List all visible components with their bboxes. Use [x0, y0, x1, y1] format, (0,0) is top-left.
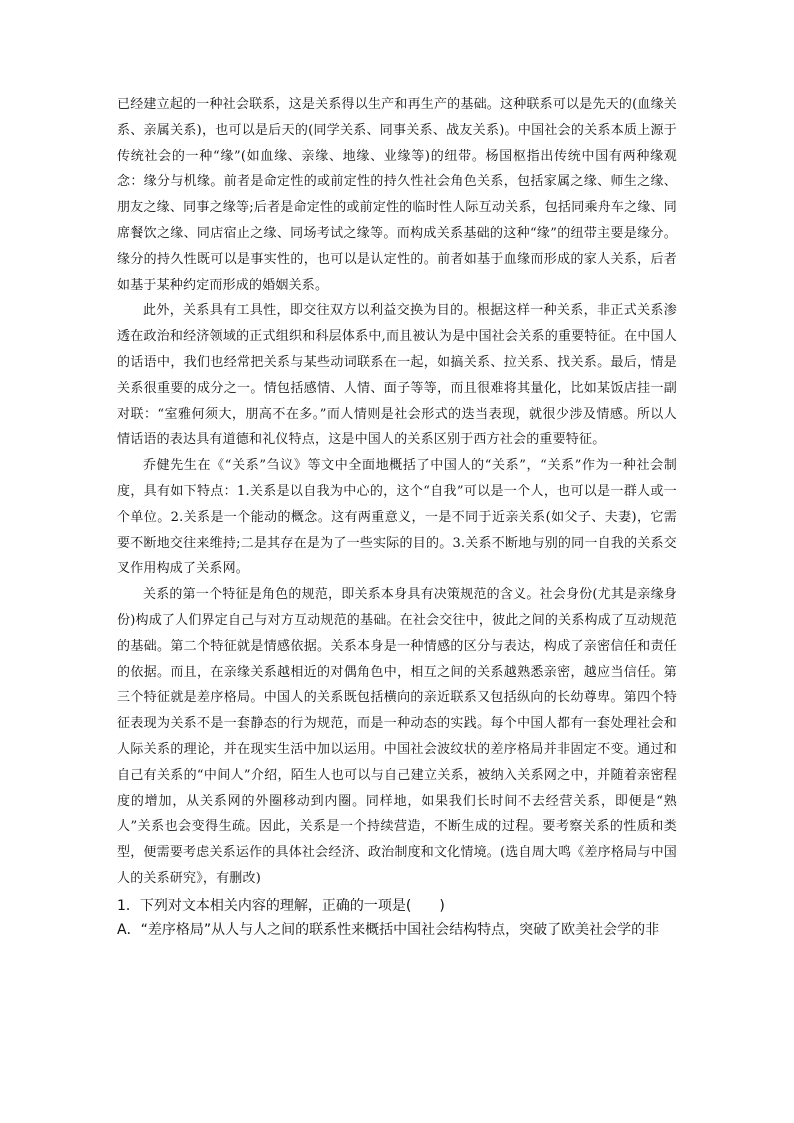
paragraph-2: 此外，关系具有工具性，即交往双方以利益交换为目的。根据这样一种关系，非正式关系渗透在政治和经济领域的正式组织和科层体系中,而且被认为是中国社会关系的重要特征。在中国人的话语中，我们也经常把关系与某些动词联系在一起，如搞关系、拉关系、找关系。最后，情是关系很重要的成分之一。情包括感情、人情、面子等等，而且很难将其量化，比如某饭店挂一副对联：“室雅何须大，朋高不在多。”而人情则是社会形式的迭当表现，就很少涉及情感。所以人情话语的表达具有道德和礼仪特点，这是中国人的关系区别于西方社会的重要特征。 — [117, 303, 677, 448]
option-a: A．“差序格局”从人与人之间的联系性来概括中国社会结构特点，突破了欧美社会学的非 — [117, 921, 660, 938]
paragraph-4: 关系的第一个特征是角色的规范，即关系本身具有决策规范的含义。社会身份(尤其是亲缘身份)构成了人们界定自己与对方互动规范的基础。在社会交往中，彼此之间的关系构成了互动规范的基础。第二个特征就是情感依据。关系本身是一种情感的区分与表达，构成了亲密信任和责任的依据。而且，在亲缘关系越相近的对偶角色中，相互之间的关系越熟悉亲密，越应当信任。第三个特征就是差序格局。中国人的关系既包括横向的亲近联系又包括纵向的长幼尊卑。第四个特征表现为关系不是一套静态的行为规范，而是一种动态的实践。每个中国人都有一套处理社会和人际关系的理论，并在现实生活中加以运用。中国社会波纹状的差序格局并非固定不变。通过和自己有关系的“中间人”介绍，陌生人也可以与自己建立关系，被纳入关系网之中，并随着亲密程度的增加，从关系网的外圈移动到内圈。同样地，如果我们长时间不去经营关系，即便是“熟人”关系也会变得生疏。因此，关系是一个持续营造，不断生成的过程。要考察关系的性质和类型，便需要考虑关系运作的具体社会经济、政治制度和文化情境。(选自周大鸣《差序格局与中国人的关系研究》，有删改) — [117, 587, 677, 886]
question-1: 1．下列对文本相关内容的理解，正确的一项是( ) — [117, 897, 445, 914]
paragraph-1: 已经建立起的一种社会联系，这是关系得以生产和再生产的基础。这种联系可以是先天的(血缘关系、亲属关系)，也可以是后天的(同学关系、同事关系、战友关系)。中国社会的关系本质上源于传统社会的一种“缘”(如血缘、亲缘、地缘、业缘等)的纽带。杨国枢指出传统中国有两种缘观念：缘分与机缘。前者是命定性的或前定性的持久性社会角色关系，包括家属之缘、师生之缘、朋友之缘、同事之缘等;后者是命定性的或前定性的临时性人际互动关系，包括同乘舟车之缘、同席餐饮之缘、同店宿止之缘、同场考试之缘等。而构成关系基础的这种“缘”的纽带主要是缘分。缘分的持久性既可以是事实性的，也可以是认定性的。前者如基于血缘而形成的家人关系，后者如基于某种约定而形成的婚姻关系。 — [117, 97, 677, 293]
document-content — [117, 92, 677, 942]
paragraph-3: 乔健先生在《“关系”刍议》等文中全面地概括了中国人的“关系”，“关系”作为一种社会制度，具有如下特点：1.关系是以自我为中心的，这个“自我”可以是一个人，也可以是一群人或一个单位。2.关系是一个能动的概念。这有两重意义，一是不同于近亲关系(如父子、夫妻)，它需要不断地交往来维持;二是其存在是为了一些实际的目的。3.关系不断地与别的同一自我的关系交叉作用构成了关系网。 — [117, 458, 677, 577]
